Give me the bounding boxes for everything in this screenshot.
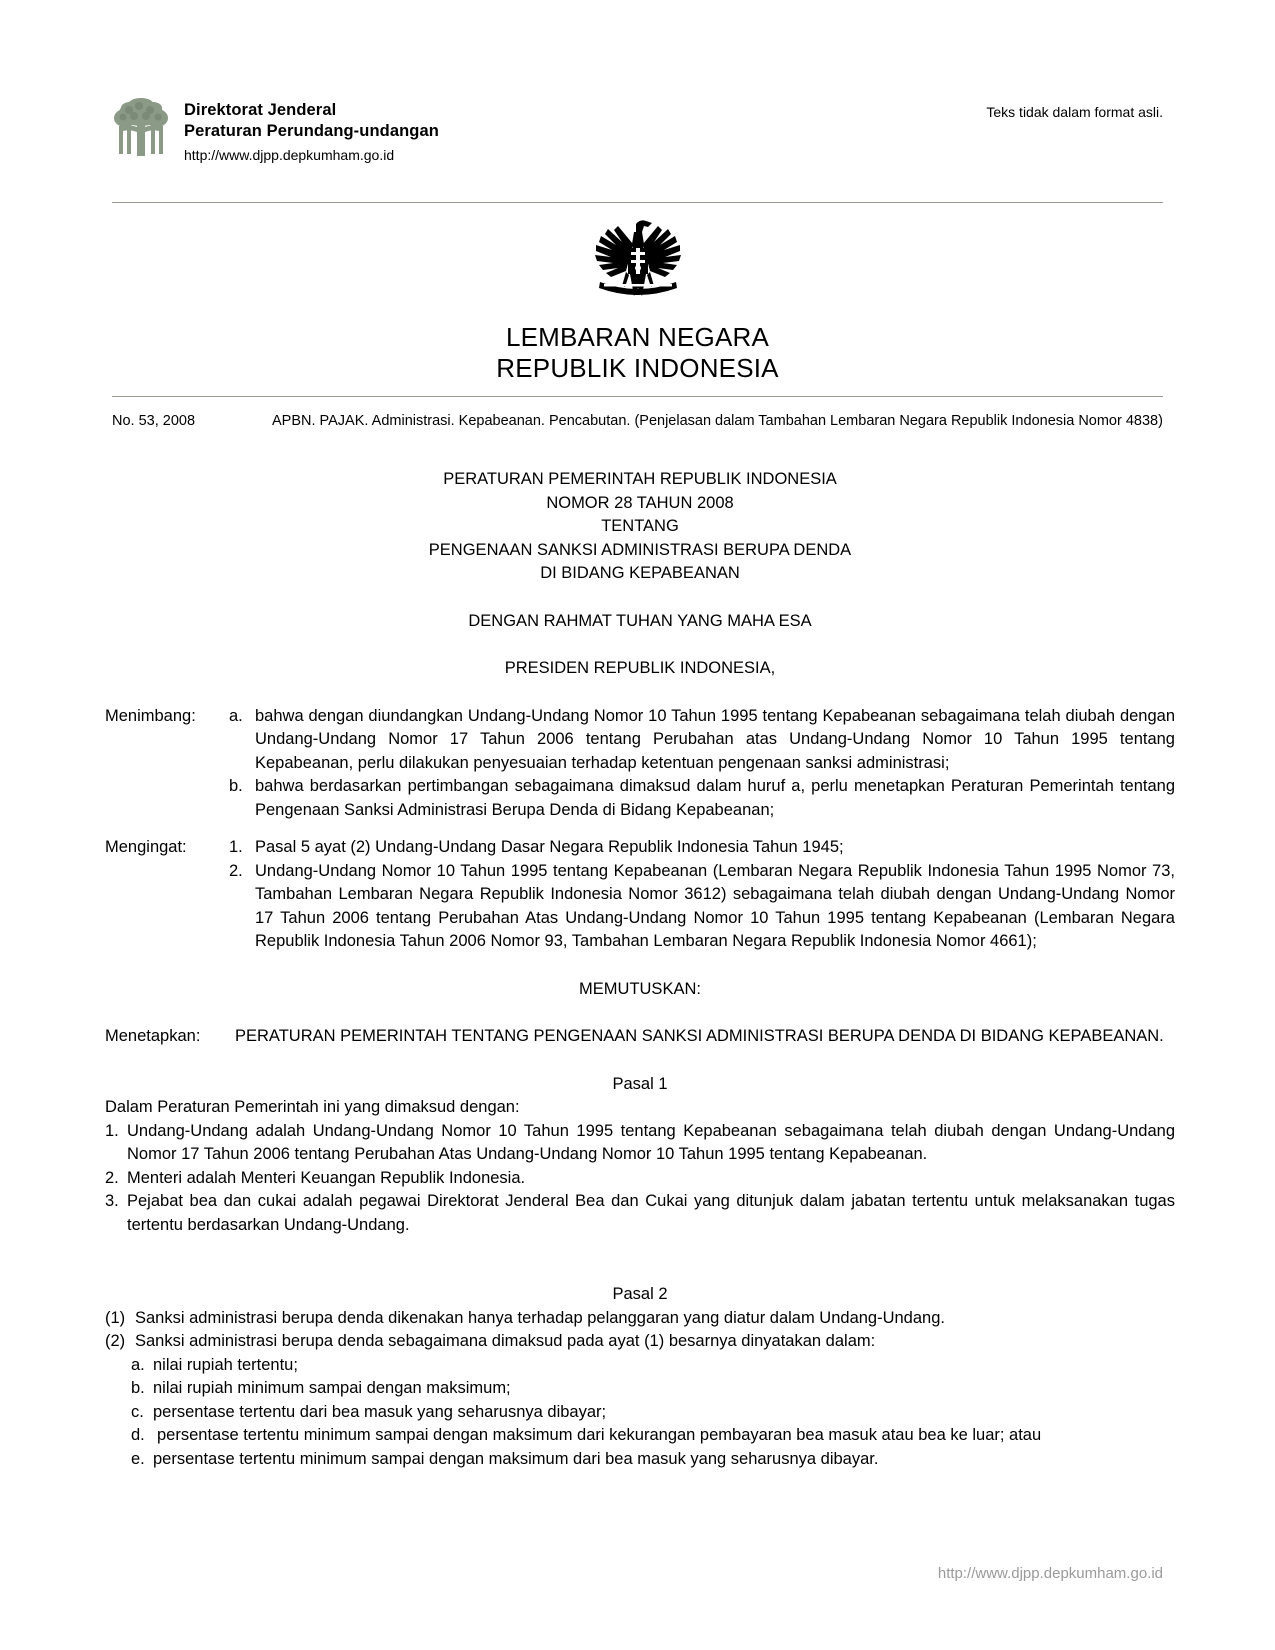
item-marker: 2. bbox=[105, 1168, 119, 1187]
article-heading-pasal-2: Pasal 2 bbox=[612, 1285, 668, 1303]
item-marker: 3. bbox=[105, 1192, 119, 1210]
authority-line: PRESIDEN REPUBLIK INDONESIA, bbox=[504, 659, 776, 677]
considerations-label: Menimbang: bbox=[105, 706, 196, 725]
gazette-subject: APBN. PAJAK. Administrasi. Kepabeanan. Pencabutan. (Penjelasan dalam Tambahan Lembaran Negara Republik Indonesia Nomor 4838) bbox=[272, 413, 1163, 429]
item-text: persentase tertentu minimum sampai dengan maksimum dari bea masuk yang seharusnya dibayar. bbox=[153, 1449, 879, 1468]
garuda-pancasila-icon bbox=[578, 210, 698, 316]
spacer bbox=[105, 681, 1175, 705]
masthead bbox=[112, 96, 1163, 182]
org-name-line2: Peraturan Perundang-undangan bbox=[184, 122, 439, 140]
item-text: bahwa dengan diundangkan Undang-Undang Nomor 10 Tahun 1995 tentang Kepabeanan sebagaimana telah diubah dengan Undang-Undang Nomor 17 Tahun 2006 tentang Perubahan atas Undang-Undang Nomor 10 Tahun 1995 tentang Kepabeanan, perlu dilakukan penyesuaian terhadap ketentuan pengenaan sanksi administrasi; bbox=[255, 706, 1175, 772]
item-text: persentase tertentu minimum sampai dengan maksimum dari kekurangan pembayaran bea masuk atau bea ke luar; atau bbox=[157, 1426, 1042, 1444]
decision-block bbox=[105, 1025, 1175, 1049]
gazette-title-line2: REPUBLIK INDONESIA bbox=[496, 353, 779, 383]
item-text: nilai rupiah tertentu; bbox=[153, 1355, 298, 1374]
item-marker: a. bbox=[131, 1355, 145, 1374]
article-2-item bbox=[105, 1307, 1175, 1331]
spacer bbox=[105, 1237, 1175, 1283]
considerations-items bbox=[229, 705, 1175, 823]
article-2-subitem bbox=[131, 1377, 1175, 1401]
item-marker: b. bbox=[131, 1379, 145, 1397]
format-notice: Teks tidak dalam format asli. bbox=[986, 104, 1163, 120]
item-marker: d. bbox=[131, 1426, 145, 1444]
item-marker: 1. bbox=[105, 1121, 119, 1140]
article-2-subitem bbox=[131, 1448, 1175, 1472]
article-1-intro: Dalam Peraturan Pemerintah ini yang dimaksud dengan: bbox=[105, 1098, 520, 1116]
brand-block bbox=[112, 96, 439, 165]
item-marker: (1) bbox=[105, 1308, 126, 1327]
article-2-item bbox=[105, 1330, 1175, 1354]
item-marker: a. bbox=[229, 706, 243, 725]
legal-basis-label: Mengingat: bbox=[105, 838, 187, 856]
item-marker: c. bbox=[131, 1402, 144, 1421]
article-heading-pasal-1: Pasal 1 bbox=[612, 1074, 668, 1093]
consideration-item bbox=[229, 705, 1175, 776]
item-text: Undang-Undang adalah Undang-Undang Nomor 10 Tahun 1995 tentang Kepabeanan sebagaimana telah diubah dengan Undang-Undang Nomor 17 Tahun 2006 tentang Perubahan Atas Undang-Undang Nomor 10 Tahun 1995 tentang Kepabeanan. bbox=[127, 1121, 1175, 1163]
regulation-heading-line5: DI BIDANG KEPABEANAN bbox=[540, 564, 740, 582]
item-text: Menteri adalah Menteri Keuangan Republik Indonesia. bbox=[127, 1168, 526, 1187]
document-body bbox=[105, 468, 1175, 1471]
spacer bbox=[105, 633, 1175, 657]
gazette-title-line1: LEMBARAN NEGARA bbox=[505, 322, 770, 352]
item-text: persentase tertentu dari bea masuk yang seharusnya dibayar; bbox=[153, 1402, 607, 1421]
item-text: Pasal 5 ayat (2) Undang-Undang Dasar Negara Republik Indonesia Tahun 1945; bbox=[255, 838, 844, 856]
banyan-tree-icon bbox=[112, 96, 170, 158]
decision-text: PERATURAN PEMERINTAH TENTANG PENGENAAN SANKSI ADMINISTRASI BERUPA DENDA DI BIDANG KEPABEANAN. bbox=[235, 1027, 1164, 1045]
gazette-reference-line bbox=[112, 412, 1163, 431]
footer-url[interactable]: http://www.djpp.depkumham.go.id bbox=[937, 1565, 1163, 1582]
article-1-item bbox=[105, 1120, 1175, 1167]
item-text: Sanksi administrasi berupa denda sebagaimana dimaksud pada ayat (1) besarnya dinyatakan dalam: bbox=[135, 1332, 876, 1350]
header-divider-top bbox=[112, 202, 1163, 203]
article-1-item bbox=[105, 1190, 1175, 1237]
item-marker: e. bbox=[131, 1449, 145, 1468]
decision-heading: MEMUTUSKAN: bbox=[579, 979, 701, 998]
item-text: Undang-Undang Nomor 10 Tahun 1995 tentang Kepabeanan (Lembaran Negara Republik Indonesia Tahun 1995 Nomor 73, Tambahan Lembaran Negara Republik Indonesia Nomor 3612) sebagaimana telah diubah dengan Undang-Undang Nomor 17 Tahun 2006 tentang Perubahan Atas Undang-Undang Nomor 10 Tahun 1995 tentang Kepabeanan (Lembaran Negara Republik Indonesia Tahun 2006 Nomor 93, Tambahan Lembaran Negara Republik Indonesia Nomor 4661); bbox=[255, 861, 1175, 950]
item-text: bahwa berdasarkan pertimbangan sebagaimana dimaksud dalam huruf a, perlu menetapkan Peraturan Pemerintah tentang Pengenaan Sanksi Administrasi Berupa Denda di Bidang Kepabeanan; bbox=[255, 777, 1175, 819]
consideration-item bbox=[229, 775, 1175, 822]
article-2-subitems bbox=[105, 1354, 1175, 1472]
regulation-heading-line2: NOMOR 28 TAHUN 2008 bbox=[546, 493, 734, 512]
item-marker: b. bbox=[229, 777, 243, 795]
blessing-line: DENGAN RAHMAT TUHAN YANG MAHA ESA bbox=[468, 611, 812, 630]
spacer bbox=[105, 1049, 1175, 1073]
item-text: Pejabat bea dan cukai adalah pegawai Direktorat Jenderal Bea dan Cukai yang ditunjuk dalam jabatan tertentu untuk melaksanakan tugas tertentu berdasarkan Undang-Undang. bbox=[127, 1192, 1175, 1234]
item-marker: (2) bbox=[105, 1332, 126, 1350]
gazette-title-block bbox=[0, 210, 1275, 384]
item-text: Sanksi administrasi berupa denda dikenakan hanya terhadap pelanggaran yang diatur dalam Undang-Undang. bbox=[135, 1308, 945, 1327]
regulation-heading-line1: PERATURAN PEMERINTAH REPUBLIK INDONESIA bbox=[443, 470, 837, 488]
legal-basis-item bbox=[229, 836, 1175, 860]
spacer bbox=[105, 586, 1175, 610]
header-divider-bottom bbox=[112, 396, 1163, 397]
item-marker: 1. bbox=[229, 838, 243, 856]
spacer bbox=[105, 822, 1175, 836]
regulation-heading-line3: TENTANG bbox=[601, 517, 679, 535]
item-text: nilai rupiah minimum sampai dengan maksimum; bbox=[153, 1379, 511, 1397]
legal-basis-items bbox=[229, 836, 1175, 954]
org-url[interactable]: http://www.djpp.depkumham.go.id bbox=[184, 147, 395, 163]
article-2-subitem bbox=[131, 1401, 1175, 1425]
article-1-item bbox=[105, 1167, 1175, 1191]
item-marker: 2. bbox=[229, 861, 243, 880]
spacer bbox=[105, 954, 1175, 978]
legal-basis-item bbox=[229, 860, 1175, 954]
regulation-heading-line4: PENGENAAN SANKSI ADMINISTRASI BERUPA DENDA bbox=[428, 540, 852, 559]
decision-label: Menetapkan: bbox=[105, 1027, 201, 1045]
considerations-block bbox=[105, 705, 1175, 823]
article-2-subitem bbox=[131, 1354, 1175, 1378]
article-2-subitem bbox=[131, 1424, 1175, 1448]
brand-text bbox=[184, 96, 439, 165]
gazette-number: No. 53, 2008 bbox=[112, 413, 196, 429]
org-name-line1: Direktorat Jenderal bbox=[184, 101, 337, 119]
legal-basis-block bbox=[105, 836, 1175, 954]
spacer bbox=[105, 1001, 1175, 1025]
